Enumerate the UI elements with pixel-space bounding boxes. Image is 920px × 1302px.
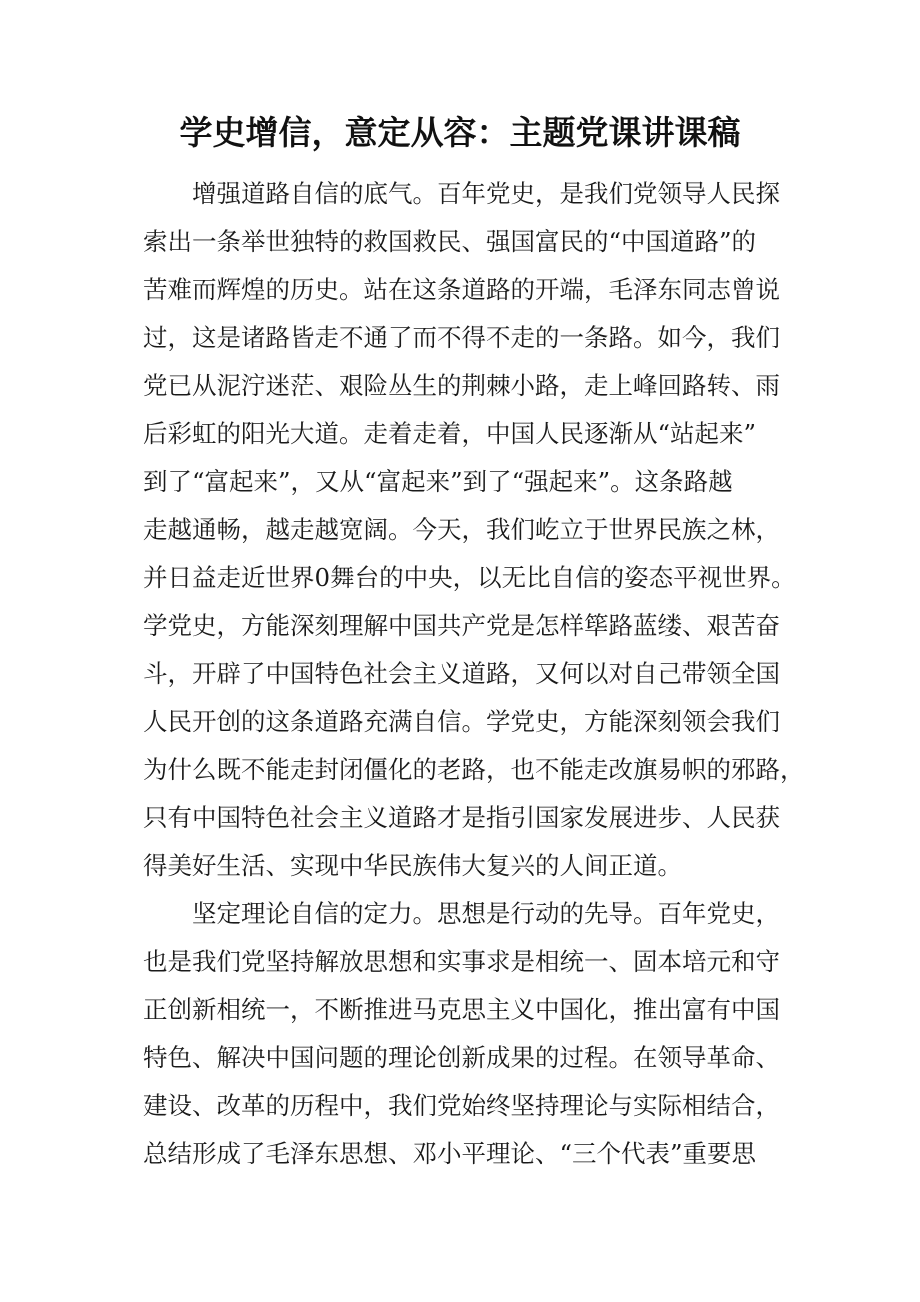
paragraph-1 bbox=[143, 170, 805, 890]
text-line: 走越通畅，越走越宽阔。今天，我们屹立于世界民族之林， bbox=[143, 515, 780, 544]
text-line: 到了“富起来”，又从“富起来”到了“强起来”。这条路越 bbox=[143, 467, 733, 496]
text-line: 特色、解决中国问题的理论创新成果的过程。在领导革命、 bbox=[143, 1043, 780, 1072]
text-line: 并日益走近世界0舞台的中央，以无比自信的姿态平视世界。 bbox=[143, 563, 796, 592]
paragraph-2 bbox=[143, 890, 783, 1178]
text-line: 学党史，方能深刻理解中国共产党是怎样筚路蓝缕、艰苦奋 bbox=[143, 611, 780, 640]
text-line: 党已从泥泞迷茫、艰险丛生的荆棘小路，走上峰回路转、雨 bbox=[143, 371, 780, 400]
text-line: 建设、改革的历程中，我们党始终坚持理论与实际相结合， bbox=[143, 1091, 780, 1120]
text-line: 总结形成了毛泽东思想、邓小平理论、“三个代表”重要思 bbox=[143, 1139, 757, 1168]
text-line: 只有中国特色社会主义道路才是指引国家发展进步、人民获 bbox=[143, 803, 780, 832]
text-line: 苦难而辉煌的历史。站在这条道路的开端，毛泽东同志曾说 bbox=[143, 275, 780, 304]
text-line: 正创新相统一，不断推进马克思主义中国化，推出富有中国 bbox=[143, 995, 780, 1024]
text-line: 过，这是诸路皆走不通了而不得不走的一条路。如今，我们 bbox=[143, 323, 780, 352]
text-line: 斗，开辟了中国特色社会主义道路，又何以对自己带领全国 bbox=[143, 659, 780, 688]
document-title: 学史增信，意定从容：主题党课讲课稿 bbox=[179, 113, 741, 152]
text-line: 后彩虹的阳光大道。走着走着，中国人民逐渐从“站起来” bbox=[143, 419, 757, 448]
text-line: 为什么既不能走封闭僵化的老路，也不能走改旗易帜的邪路， bbox=[143, 755, 805, 784]
text-line: 得美好生活、实现中华民族伟大复兴的人间正道。 bbox=[143, 851, 682, 880]
text-line: 坚定理论自信的定力。思想是行动的先导。百年党史， bbox=[192, 899, 780, 928]
text-line: 也是我们党坚持解放思想和实事求是相统一、固本培元和守 bbox=[143, 947, 780, 976]
text-line: 索出一条举世独特的救国救民、强国富民的“中国道路”的 bbox=[143, 227, 757, 256]
text-line: 增强道路自信的底气。百年党史，是我们党领导人民探 bbox=[192, 179, 780, 208]
text-line: 人民开创的这条道路充满自信。学党史，方能深刻领会我们 bbox=[143, 707, 780, 736]
